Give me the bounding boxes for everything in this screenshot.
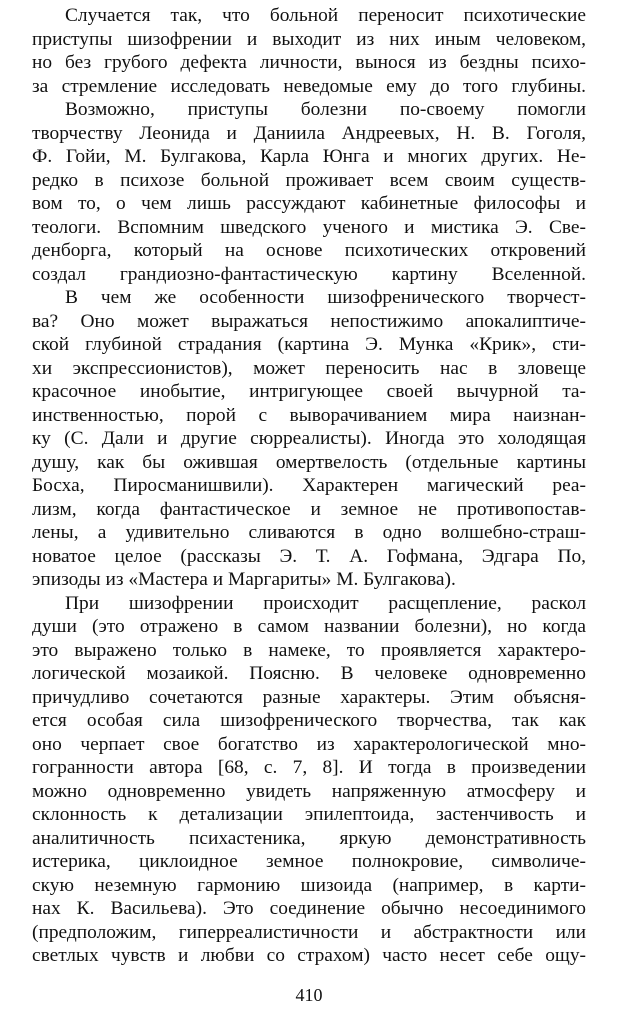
text-line: нах К. Васильева). Это соединение обычно несоединимого [32,898,586,919]
text-line: Ф. Гойи, М. Булгакова, Карла Юнга и многих других. Не- [32,146,586,167]
text-line: приступы шизофрении и выходит из них иным человеком, [32,28,586,50]
text-line: причудливо сочетаются разные характеры. Этим объясня- [32,686,586,708]
text-line: но без грубого дефекта личности, вынося из бездны психо- [32,52,586,73]
text-line: можно одновременно увидеть напряженную атмосферу и [32,780,586,802]
text-line: ской глубиной страдания (картина Э. Мунка «Крик», сти- [32,334,586,355]
text-line: аналитичность психастеника, яркую демонстративность [32,827,586,849]
paragraph-2 [32,98,586,286]
paragraph-1 [32,4,586,98]
text-line: творчеству Леонида и Даниила Андреевых, Н. В. Гоголя, [32,122,586,144]
text-line: эпизоды из «Мастера и Маргариты» М. Булгакова). [32,569,456,590]
text-line: В чем же особенности шизофренического творчест- [65,287,586,308]
text-line: ку (С. Дали и другие сюрреалисты). Иногда это холодящая [32,428,586,449]
text-line: хи экспрессионистов), может переносить нас в зловеще [32,357,586,379]
text-line: Возможно, приступы болезни по-своему помогли [65,99,586,120]
text-line: светлых чувств и любви со страхом) часто несет себе ощу- [32,945,586,966]
page-number: 410 [295,985,323,1005]
text-line: гогранности автора [68, с. 7, 8]. И тогда в произведении [32,757,586,778]
text-line: денборга, который на основе психотических откровений [32,240,586,261]
page-text [32,4,586,968]
text-line: скую неземную гармонию шизоида (например, в карти- [32,874,586,896]
text-line: ва? Оно может выражаться непостижимо апокалиптиче- [32,310,586,332]
text-line: души (это отражено в самом названии болезни), но когда [32,616,586,637]
paragraph-4 [32,592,586,968]
text-line: новатое целое (рассказы Э. Т. А. Гофмана, Эдгара По, [32,545,586,567]
text-line: это выражено только в намеке, то проявляется характеро- [32,639,586,661]
text-line: редко в психозе больной проживает всем своим существ- [32,169,586,191]
text-line: логической мозаикой. Поясню. В человеке одновременно [32,663,586,684]
text-line: Случается так, что больной переносит психотические [65,5,586,26]
text-line: красочное инобытие, интригующее своей вычурной та- [32,381,586,402]
text-line: оно черпает свое богатство из характерологической мно- [32,733,586,755]
text-line: (предположим, гиперреалистичности и абстрактности или [32,921,586,943]
text-line: При шизофрении происходит расщепление, раскол [65,592,586,614]
text-line: лены, а удивительно сливаются в одно волшебно-страш- [32,522,586,543]
text-line: душу, как бы ожившая омертвелость (отдельные картины [32,451,586,473]
text-line: теологи. Вспомним шведского ученого и мистика Э. Све- [32,216,586,238]
text-line: ется особая сила шизофренического творчества, так как [32,710,586,731]
text-line: Босха, Пиросманишвили). Характерен магический реа- [32,475,586,496]
text-line: инственностью, порой с выворачиванием мира наизнан- [32,404,586,426]
text-line: за стремление исследовать неведомые ему до того глубины. [32,75,586,97]
text-line: вом то, о чем лишь рассуждают кабинетные философы и [32,193,586,214]
text-line: склонность к детализации эпилептоида, застенчивость и [32,804,586,825]
text-line: лизм, когда фантастическое и земное не противопостав- [32,498,586,520]
text-line: создал грандиозно-фантастическую картину Вселенной. [32,263,586,285]
paragraph-3 [32,286,586,592]
text-line: истерика, циклоидное земное полнокровие, символиче- [32,851,586,872]
